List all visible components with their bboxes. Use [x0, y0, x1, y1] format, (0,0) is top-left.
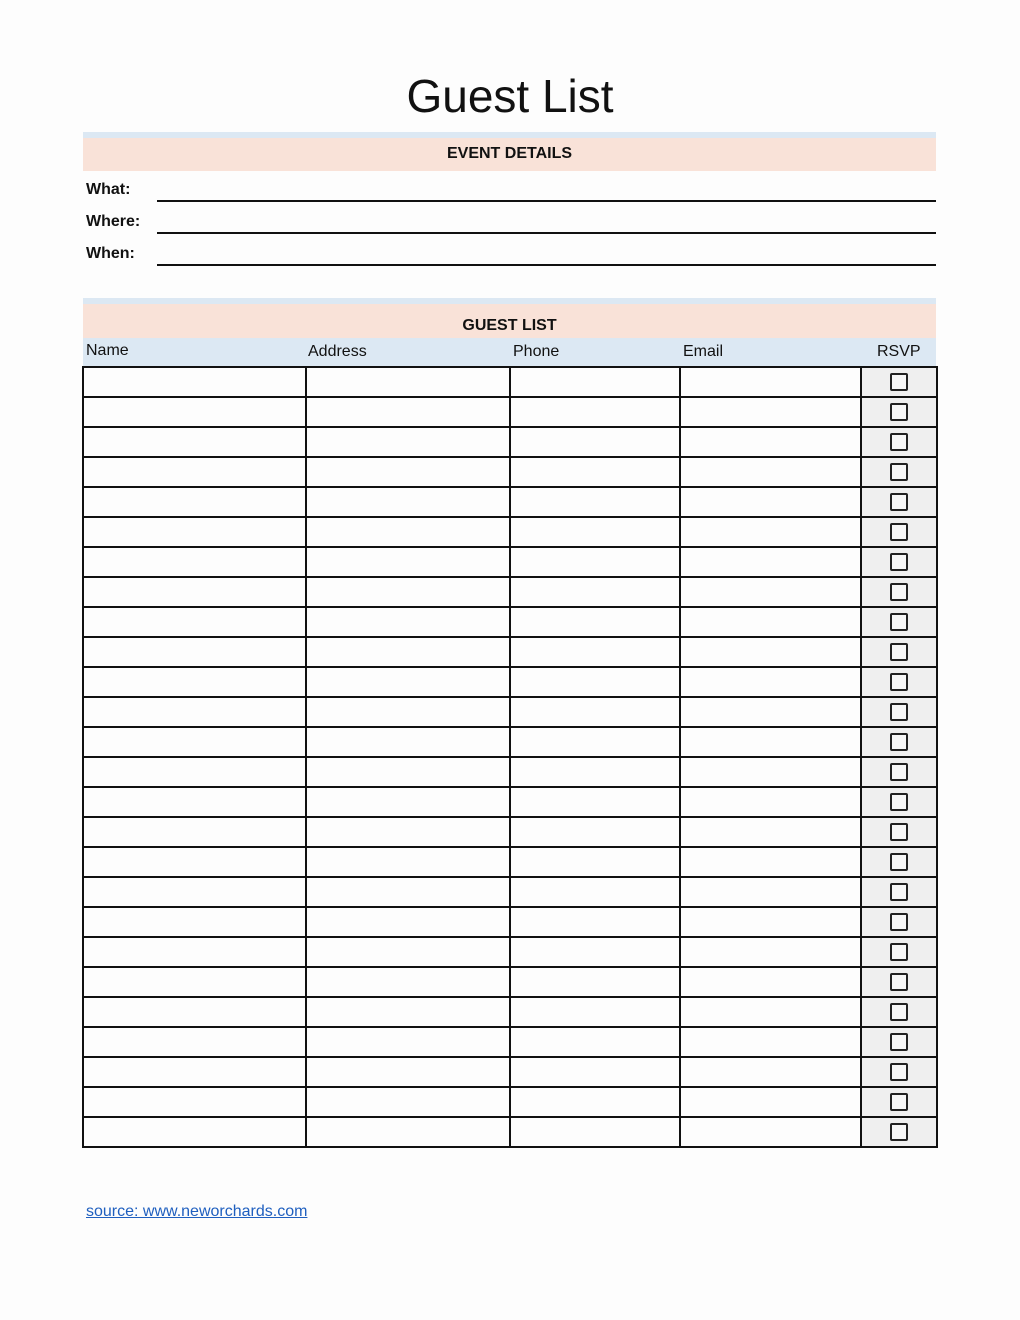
phone-cell[interactable]: [510, 517, 680, 547]
address-cell[interactable]: [306, 757, 510, 787]
event-details-header: EVENT DETAILS: [83, 132, 936, 171]
name-cell[interactable]: [83, 697, 306, 727]
source-link[interactable]: source: www.neworchards.com: [86, 1203, 308, 1220]
table-row: [83, 787, 937, 817]
rsvp-cell: [861, 1027, 937, 1057]
email-cell[interactable]: [680, 847, 861, 877]
rsvp-cell: [861, 727, 937, 757]
rsvp-cell: [861, 817, 937, 847]
rsvp-checkbox[interactable]: [890, 883, 908, 901]
phone-cell[interactable]: [510, 727, 680, 757]
name-cell[interactable]: [83, 787, 306, 817]
address-cell[interactable]: [306, 637, 510, 667]
rsvp-cell: [861, 367, 937, 397]
address-cell[interactable]: [306, 607, 510, 637]
rsvp-cell: [861, 457, 937, 487]
phone-cell[interactable]: [510, 697, 680, 727]
table-row: [83, 1027, 937, 1057]
rsvp-checkbox[interactable]: [890, 1123, 908, 1141]
email-cell[interactable]: [680, 757, 861, 787]
address-cell[interactable]: [306, 1117, 510, 1147]
email-cell[interactable]: [680, 727, 861, 757]
table-row: [83, 847, 937, 877]
field-row-what: [86, 181, 936, 211]
name-cell[interactable]: [83, 997, 306, 1027]
address-cell[interactable]: [306, 967, 510, 997]
phone-cell[interactable]: [510, 817, 680, 847]
address-cell[interactable]: [306, 577, 510, 607]
phone-cell[interactable]: [510, 907, 680, 937]
rsvp-checkbox[interactable]: [890, 463, 908, 481]
phone-cell[interactable]: [510, 937, 680, 967]
table-row: [83, 1057, 937, 1087]
table-row: [83, 967, 937, 997]
name-cell[interactable]: [83, 457, 306, 487]
rsvp-checkbox[interactable]: [890, 673, 908, 691]
address-cell[interactable]: [306, 817, 510, 847]
email-cell[interactable]: [680, 697, 861, 727]
rsvp-cell: [861, 1087, 937, 1117]
name-cell[interactable]: [83, 517, 306, 547]
rsvp-checkbox[interactable]: [890, 373, 908, 391]
table-row: [83, 757, 937, 787]
rsvp-cell: [861, 1117, 937, 1147]
phone-cell[interactable]: [510, 757, 680, 787]
phone-cell[interactable]: [510, 997, 680, 1027]
rsvp-checkbox[interactable]: [890, 793, 908, 811]
field-label-what: What:: [86, 181, 131, 198]
name-cell[interactable]: [83, 847, 306, 877]
phone-cell[interactable]: [510, 397, 680, 427]
rsvp-checkbox[interactable]: [890, 523, 908, 541]
phone-cell[interactable]: [510, 607, 680, 637]
email-cell[interactable]: [680, 427, 861, 457]
field-label-when: When:: [86, 245, 135, 262]
address-cell[interactable]: [306, 1087, 510, 1117]
table-row: [83, 877, 937, 907]
column-header-phone: Phone: [513, 343, 560, 360]
address-cell[interactable]: [306, 397, 510, 427]
address-cell[interactable]: [306, 697, 510, 727]
address-cell[interactable]: [306, 1027, 510, 1057]
rsvp-cell: [861, 397, 937, 427]
email-cell[interactable]: [680, 547, 861, 577]
table-row: [83, 637, 937, 667]
rsvp-checkbox[interactable]: [890, 583, 908, 601]
email-cell[interactable]: [680, 787, 861, 817]
guest-list-header: GUEST LIST: [83, 298, 936, 338]
address-cell[interactable]: [306, 937, 510, 967]
name-cell[interactable]: [83, 1087, 306, 1117]
table-row: [83, 517, 937, 547]
rsvp-checkbox[interactable]: [890, 433, 908, 451]
phone-cell[interactable]: [510, 457, 680, 487]
address-cell[interactable]: [306, 787, 510, 817]
table-row: [83, 487, 937, 517]
table-row: [83, 937, 937, 967]
phone-cell[interactable]: [510, 1057, 680, 1087]
phone-cell[interactable]: [510, 877, 680, 907]
rsvp-cell: [861, 877, 937, 907]
name-cell[interactable]: [83, 757, 306, 787]
email-cell[interactable]: [680, 637, 861, 667]
rsvp-checkbox[interactable]: [890, 733, 908, 751]
phone-cell[interactable]: [510, 1087, 680, 1117]
column-header-row: [83, 338, 936, 366]
address-cell[interactable]: [306, 427, 510, 457]
address-cell[interactable]: [306, 997, 510, 1027]
rsvp-cell: [861, 787, 937, 817]
rsvp-checkbox[interactable]: [890, 823, 908, 841]
email-cell[interactable]: [680, 457, 861, 487]
table-row: [83, 397, 937, 427]
rsvp-cell: [861, 967, 937, 997]
rsvp-cell: [861, 607, 937, 637]
field-row-when: [86, 245, 936, 275]
name-cell[interactable]: [83, 397, 306, 427]
phone-cell[interactable]: [510, 787, 680, 817]
name-cell[interactable]: [83, 367, 306, 397]
table-row: [83, 607, 937, 637]
phone-cell[interactable]: [510, 427, 680, 457]
email-cell[interactable]: [680, 1057, 861, 1087]
rsvp-checkbox[interactable]: [890, 763, 908, 781]
where-input-line[interactable]: [157, 232, 936, 234]
name-cell[interactable]: [83, 967, 306, 997]
rsvp-cell: [861, 637, 937, 667]
rsvp-checkbox[interactable]: [890, 613, 908, 631]
rsvp-cell: [861, 517, 937, 547]
email-cell[interactable]: [680, 667, 861, 697]
name-cell[interactable]: [83, 577, 306, 607]
table-row: [83, 907, 937, 937]
phone-cell[interactable]: [510, 847, 680, 877]
when-input-line[interactable]: [157, 264, 936, 266]
name-cell[interactable]: [83, 607, 306, 637]
name-cell[interactable]: [83, 547, 306, 577]
email-cell[interactable]: [680, 487, 861, 517]
rsvp-cell: [861, 697, 937, 727]
email-cell[interactable]: [680, 397, 861, 427]
table-row: [83, 1117, 937, 1147]
rsvp-cell: [861, 547, 937, 577]
rsvp-checkbox[interactable]: [890, 1063, 908, 1081]
phone-cell[interactable]: [510, 667, 680, 697]
rsvp-checkbox[interactable]: [890, 1093, 908, 1111]
rsvp-cell: [861, 997, 937, 1027]
table-row: [83, 547, 937, 577]
table-row: [83, 997, 937, 1027]
name-cell[interactable]: [83, 907, 306, 937]
phone-cell[interactable]: [510, 367, 680, 397]
email-cell[interactable]: [680, 607, 861, 637]
email-cell[interactable]: [680, 577, 861, 607]
address-cell[interactable]: [306, 847, 510, 877]
name-cell[interactable]: [83, 817, 306, 847]
email-cell[interactable]: [680, 1117, 861, 1147]
rsvp-cell: [861, 757, 937, 787]
phone-cell[interactable]: [510, 487, 680, 517]
address-cell[interactable]: [306, 367, 510, 397]
rsvp-cell: [861, 667, 937, 697]
page-title: Guest List: [406, 70, 614, 122]
email-cell[interactable]: [680, 1087, 861, 1117]
rsvp-checkbox[interactable]: [890, 493, 908, 511]
address-cell[interactable]: [306, 457, 510, 487]
address-cell[interactable]: [306, 727, 510, 757]
name-cell[interactable]: [83, 937, 306, 967]
email-cell[interactable]: [680, 937, 861, 967]
table-row: [83, 367, 937, 397]
phone-cell[interactable]: [510, 547, 680, 577]
rsvp-checkbox[interactable]: [890, 703, 908, 721]
column-header-address: Address: [308, 343, 367, 360]
address-cell[interactable]: [306, 547, 510, 577]
email-cell[interactable]: [680, 877, 861, 907]
address-cell[interactable]: [306, 1057, 510, 1087]
rsvp-checkbox[interactable]: [890, 943, 908, 961]
table-row: [83, 817, 937, 847]
rsvp-checkbox[interactable]: [890, 973, 908, 991]
rsvp-checkbox[interactable]: [890, 403, 908, 421]
email-cell[interactable]: [680, 517, 861, 547]
table-row: [83, 727, 937, 757]
rsvp-cell: [861, 577, 937, 607]
email-cell[interactable]: [680, 997, 861, 1027]
rsvp-checkbox[interactable]: [890, 643, 908, 661]
rsvp-cell: [861, 907, 937, 937]
column-header-name: Name: [86, 342, 129, 359]
guest-table: [82, 366, 938, 1148]
email-cell[interactable]: [680, 907, 861, 937]
phone-cell[interactable]: [510, 1027, 680, 1057]
table-row: [83, 427, 937, 457]
name-cell[interactable]: [83, 1057, 306, 1087]
address-cell[interactable]: [306, 487, 510, 517]
field-row-where: [86, 213, 936, 243]
name-cell[interactable]: [83, 667, 306, 697]
rsvp-checkbox[interactable]: [890, 853, 908, 871]
name-cell[interactable]: [83, 727, 306, 757]
rsvp-cell: [861, 427, 937, 457]
address-cell[interactable]: [306, 907, 510, 937]
name-cell[interactable]: [83, 1027, 306, 1057]
what-input-line[interactable]: [157, 200, 936, 202]
column-header-email: Email: [683, 343, 724, 360]
rsvp-checkbox[interactable]: [890, 913, 908, 931]
name-cell[interactable]: [83, 487, 306, 517]
rsvp-checkbox[interactable]: [890, 553, 908, 571]
phone-cell[interactable]: [510, 637, 680, 667]
name-cell[interactable]: [83, 637, 306, 667]
email-cell[interactable]: [680, 817, 861, 847]
phone-cell[interactable]: [510, 967, 680, 997]
field-label-where: Where:: [86, 213, 141, 230]
rsvp-cell: [861, 1057, 937, 1087]
name-cell[interactable]: [83, 877, 306, 907]
address-cell[interactable]: [306, 877, 510, 907]
name-cell[interactable]: [83, 1117, 306, 1147]
email-cell[interactable]: [680, 967, 861, 997]
name-cell[interactable]: [83, 427, 306, 457]
rsvp-checkbox[interactable]: [890, 1003, 908, 1021]
table-row: [83, 1087, 937, 1117]
table-row: [83, 457, 937, 487]
email-cell[interactable]: [680, 367, 861, 397]
email-cell[interactable]: [680, 1027, 861, 1057]
rsvp-cell: [861, 487, 937, 517]
column-header-rsvp: RSVP: [877, 343, 921, 360]
phone-cell[interactable]: [510, 1117, 680, 1147]
table-row: [83, 577, 937, 607]
phone-cell[interactable]: [510, 577, 680, 607]
rsvp-checkbox[interactable]: [890, 1033, 908, 1051]
address-cell[interactable]: [306, 667, 510, 697]
rsvp-cell: [861, 847, 937, 877]
rsvp-cell: [861, 937, 937, 967]
table-row: [83, 667, 937, 697]
address-cell[interactable]: [306, 517, 510, 547]
table-row: [83, 697, 937, 727]
